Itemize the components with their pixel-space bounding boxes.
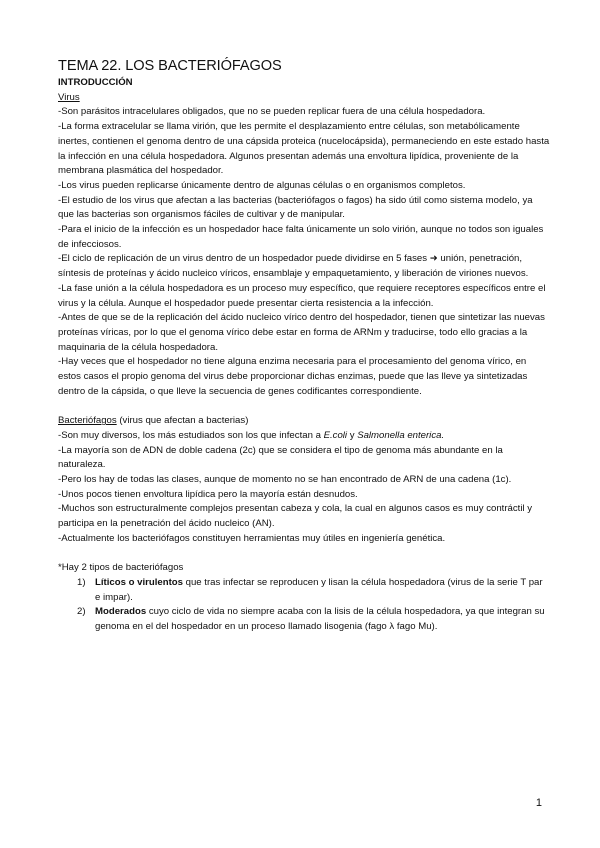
virus-heading: Virus [58,91,80,103]
type-name: Líticos o virulentos [95,576,183,588]
bacteriophage-paragraph [58,429,550,444]
type-description: cuyo ciclo de vida no siempre acaba con la lisis de la célula hospedadora, ya que integran su genoma en el del hospedador en un proceso llamado lisogenia (fago λ fago Mu). [95,606,545,632]
bacteriophage-paragraph: -Actualmente los bacteriófagos constituyen herramientas muy útiles en ingeniería genética. [58,532,446,544]
virus-paragraph: -El estudio de los virus que afectan a las bacterias (bacteriófagos o fagos) ha sido útil como sistema modelo, ya que las bacterias son organismos fáciles de cultivar y de manipular. [58,194,533,221]
type-description: que tras infectar se reproducen y lisan la célula hospedadora (virus de la serie T par e impar). [95,576,543,603]
bacteriophage-heading-line [58,414,550,429]
bacteriophage-heading-note: (virus que afectan a bacterias) [116,415,249,427]
text-span: y [347,429,358,441]
virus-paragraph: -Hay veces que el hospedador no tiene alguna enzima necesaria para el procesamiento del genoma vírico, en estos casos el propio genoma del virus debe proporcionar dichas enzimas, puede que las lleve ya sintetizadas dentro de la cápsida, o que lleve la secuencia de genes codificantes correspondiente. [58,356,528,397]
spacer [58,546,550,561]
list-item [58,576,550,605]
virus-paragraph: -Los virus pueden replicarse únicamente dentro de algunas células o en organismos completos. [58,179,466,191]
page-title: TEMA 22. LOS BACTERIÓFAGOS [58,58,282,74]
virus-paragraph: -La forma extracelular se llama virión, que les permite el desplazamiento entre células, son metabólicamente inertes, contienen el genoma dentro de una cápsida proteica (nucelocápsida), permaneciendo en este estado hasta la infección en una célula hospedadora. Algunos presentan además una envoltura lipídica, proveniente de la membrana plasmática del hospedador. [58,121,550,177]
bacteriophage-paragraph: -Muchos son estructuralmente complejos presentan cabeza y cola, la cual en algunos casos es muy contráctil y participa en la penetración del ácido nucleico (AN). [58,503,533,530]
spacer [58,399,550,414]
list-item [58,605,550,634]
text-span: -Son muy diversos, los más estudiados son los que infectan a [58,429,324,441]
intro-heading: INTRODUCCIÓN [58,77,133,88]
document-page [58,57,550,635]
virus-paragraph: -Son parásitos intracelulares obligados, que no se pueden replicar fuera de una célula hospedadora. [58,106,486,118]
bacteriophage-heading: Bacteriófagos [58,415,117,427]
virus-paragraph: -El ciclo de replicación de un virus dentro de un hospedador puede dividirse en 5 fases ➜ unión, penetración, síntesis de proteínas y ácido nucleico víricos, ensamblaje y empaquetamiento, y liberación de viriones nuevos. [58,253,529,280]
bacteriophage-paragraph: -Pero los hay de todas las clases, aunque de momento no se han encontrado de ARN de una cadena (1c). [58,473,512,485]
page-number: 1 [535,797,542,809]
species-ecoli: E.coli [323,429,348,441]
virus-paragraph: -La fase unión a la célula hospedadora es un proceso muy específico, que requiere receptores específicos entre el virus y la célula. Aunque el hospedador puede presentar cierta resistencia a la infección. [58,282,546,309]
type-name: Moderados [95,606,147,618]
types-list [58,576,550,635]
species-salmonella: Salmonella enterica. [357,429,445,441]
list-number: 2) [77,606,86,618]
bacteriophage-paragraph: -Unos pocos tienen envoltura lipídica pero la mayoría están desnudos. [58,488,358,500]
virus-paragraph: -Antes de que se de la replicación del ácido nucleico vírico dentro del hospedador, tienen que sintetizar las nuevas proteínas víricas, por lo que el genoma vírico debe estar en forma de ARNm y traducirse, todo ello gracias a la maquinaria de la célula hospedadora. [58,312,545,353]
types-intro: *Hay 2 tipos de bacteriófagos [58,562,184,574]
bacteriophage-paragraph: -La mayoría son de ADN de doble cadena (2c) que se considera el tipo de genoma más abundante en la naturaleza. [58,444,503,471]
list-number: 1) [77,576,86,588]
virus-paragraph: -Para el inicio de la infección es un hospedador hace falta únicamente un solo virión, aunque no todos son iguales de infecciosos. [58,224,544,250]
